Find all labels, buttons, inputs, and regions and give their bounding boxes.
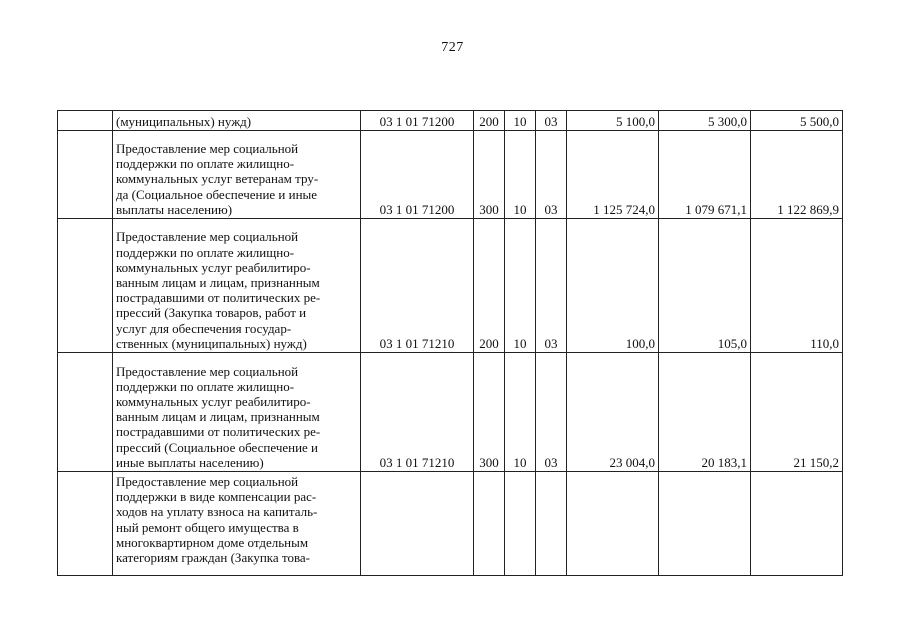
target-code-cell: 03 1 01 71200 [361, 131, 474, 219]
subsection-cell: 03 [536, 353, 567, 472]
amount-year1-cell: 1 125 724,0 [567, 131, 659, 219]
description-cell [113, 472, 361, 576]
expense-kind-cell: 300 [474, 131, 505, 219]
description-cell [113, 131, 361, 219]
subsection-cell: 03 [536, 131, 567, 219]
target-code-cell: 03 1 01 71200 [361, 111, 474, 131]
description-line: прессий (Закупка товаров, работ и [116, 305, 307, 321]
description-line: ственных (муниципальных) нужд) [116, 335, 307, 351]
description-line: поддержки по оплате жилищно- [116, 244, 295, 260]
description-line: ходов на уплату взноса на капиталь- [116, 504, 318, 520]
subsection-cell: 03 [536, 111, 567, 131]
amount-year3-cell: 21 150,2 [751, 353, 843, 472]
subsection-cell [536, 472, 567, 576]
budget-table [57, 110, 843, 576]
row-number-cell [58, 131, 113, 219]
description-line: ванным лицам и лицам, признанным [116, 409, 320, 425]
target-code-cell: 03 1 01 71210 [361, 353, 474, 472]
amount-year1-cell: 100,0 [567, 219, 659, 353]
row-number-cell [58, 353, 113, 472]
table-row [58, 219, 843, 353]
table-row [58, 111, 843, 131]
page-number: 727 [441, 40, 464, 55]
description-line: ванным лицам и лицам, признанным [116, 274, 320, 290]
amount-year2-cell [659, 472, 751, 576]
description-line: Предоставление мер социальной [116, 140, 299, 156]
amount-year3-cell: 5 500,0 [751, 111, 843, 131]
table-row [58, 131, 843, 219]
row-number-cell [58, 219, 113, 353]
description-line: пострадавшими от политических ре- [116, 290, 321, 306]
table-row [58, 472, 843, 576]
amount-year3-cell [751, 472, 843, 576]
description-line: категориям граждан (Закупка това- [116, 550, 311, 566]
description-line: (муниципальных) нужд) [116, 113, 252, 129]
description-line: коммунальных услуг реабилитиро- [116, 393, 311, 409]
row-number-cell [58, 472, 113, 576]
amount-year2-cell: 20 183,1 [659, 353, 751, 472]
amount-year3-cell: 1 122 869,9 [751, 131, 843, 219]
amount-year1-cell: 23 004,0 [567, 353, 659, 472]
amount-year1-cell: 5 100,0 [567, 111, 659, 131]
description-line: да (Социальное обеспечение и иные [116, 186, 318, 202]
target-code-cell [361, 472, 474, 576]
row-number-cell [58, 111, 113, 131]
amount-year3-cell: 110,0 [751, 219, 843, 353]
expense-kind-cell: 300 [474, 353, 505, 472]
description-line: Предоставление мер социальной [116, 229, 299, 245]
amount-year2-cell: 5 300,0 [659, 111, 751, 131]
description-line: поддержки по оплате жилищно- [116, 378, 295, 394]
amount-year2-cell: 1 079 671,1 [659, 131, 751, 219]
description-line: Предоставление мер социальной [116, 474, 299, 489]
expense-kind-cell: 200 [474, 111, 505, 131]
amount-year1-cell [567, 472, 659, 576]
description-line: поддержки в виде компенсации рас- [116, 489, 317, 505]
section-cell: 10 [505, 353, 536, 472]
amount-year2-cell: 105,0 [659, 219, 751, 353]
section-cell: 10 [505, 219, 536, 353]
expense-kind-cell: 200 [474, 219, 505, 353]
description-line: выплаты населению) [116, 201, 233, 217]
section-cell: 10 [505, 131, 536, 219]
subsection-cell: 03 [536, 219, 567, 353]
description-line: поддержки по оплате жилищно- [116, 156, 295, 172]
description-line: прессий (Социальное обеспечение и [116, 439, 319, 455]
description-cell [113, 219, 361, 353]
description-line: многоквартирном доме отдельным [116, 534, 309, 550]
description-line: услуг для обеспечения государ- [116, 320, 292, 336]
description-line: коммунальных услуг ветеранам тру- [116, 171, 319, 187]
description-line: пострадавшими от политических ре- [116, 424, 321, 440]
section-cell: 10 [505, 111, 536, 131]
description-cell [113, 111, 361, 131]
description-cell [113, 353, 361, 472]
description-line: ный ремонт общего имущества в [116, 519, 299, 535]
section-cell [505, 472, 536, 576]
description-line: иные выплаты населению) [116, 454, 264, 470]
expense-kind-cell [474, 472, 505, 576]
table-row [58, 353, 843, 472]
description-line: Предоставление мер социальной [116, 363, 299, 379]
description-line: коммунальных услуг реабилитиро- [116, 259, 311, 275]
target-code-cell: 03 1 01 71210 [361, 219, 474, 353]
